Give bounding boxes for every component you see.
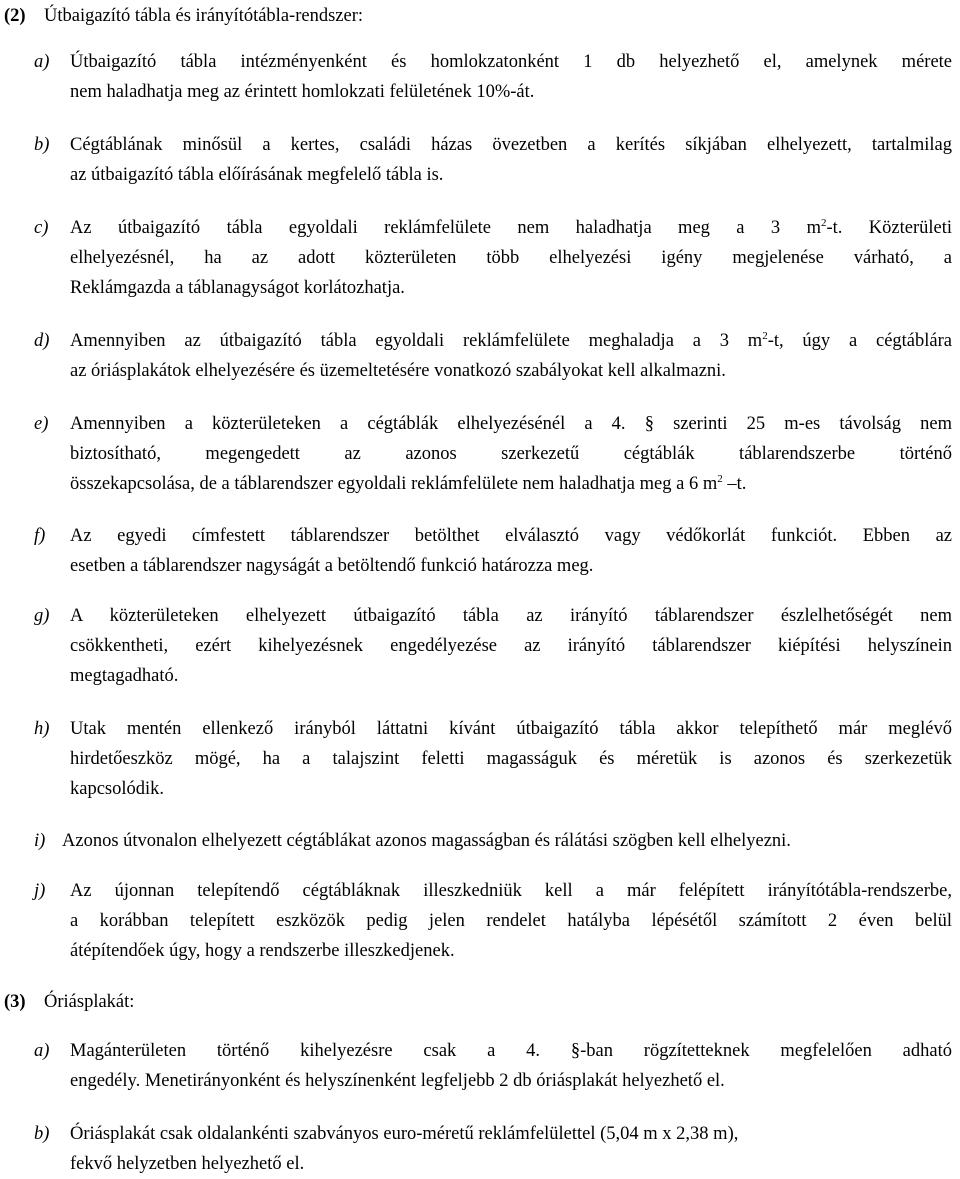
text-line: Utak mentén ellenkező irányból láttatni kívánt útbaigazító tábla akkor telepíthető már meglévő: [70, 719, 952, 739]
item-letter: j): [34, 881, 46, 901]
list-item-2g: [34, 601, 952, 691]
item-text: [70, 213, 952, 303]
text-line: átépítendőek úgy, hogy a rendszerbe illeszkedjenek.: [70, 941, 455, 961]
text-line: Reklámgazda a táblanagyságot korlátozhatja.: [70, 278, 405, 298]
item-letter: a): [34, 1041, 50, 1061]
text-line: csökkentheti, ezért kihelyezésnek engedélyezése az irányító táblarendszer kiépítési helyszínein: [70, 636, 952, 656]
text-fragment: -t. Közterületi: [826, 218, 953, 238]
text-line: Azonos útvonalon elhelyezett cégtáblákat azonos magasságban és rálátási szögben kell elhelyezni.: [62, 831, 791, 851]
item-text: [70, 876, 952, 966]
text-line: esetben a táblarendszer nagyságát a betöltendő funkció határozza meg.: [70, 556, 594, 576]
item-text: [70, 521, 952, 581]
section-number: (2): [4, 6, 26, 26]
section-number: (3): [4, 992, 26, 1012]
item-text: [70, 130, 952, 190]
text-line: nem haladhatja meg az érintett homlokzati felületének 10%-át.: [70, 82, 535, 102]
text-line: Óriásplakát csak oldalankénti szabványos euro-méretű reklámfelülettel (5,04 m x 2,38 m),: [70, 1124, 739, 1144]
text-fragment: -t, úgy a cégtáblára: [767, 331, 952, 351]
text-fragment: összekapcsolása, de a táblarendszer egyoldali reklámfelülete nem haladhatja meg a 6 m: [70, 474, 718, 494]
text-line: Cégtáblának minősül a kertes, családi házas övezetben a kerítés síkjában elhelyezett, tartalmilag: [70, 135, 952, 155]
list-item-3b: [34, 1119, 952, 1179]
item-letter: e): [34, 414, 49, 434]
item-letter: c): [34, 218, 49, 238]
text-line: engedély. Menetirányonként és helyszínenként legfeljebb 2 db óriásplakát helyezhető el.: [70, 1071, 725, 1091]
list-item-2c: [34, 213, 952, 303]
text-line: elhelyezésnél, ha az adott közterületen több elhelyezési igény megjelenése várható, a: [70, 248, 952, 268]
item-letter: a): [34, 52, 50, 72]
text-line: A közterületeken elhelyezett útbaigazító tábla az irányító táblarendszer észlelhetőségét nem: [70, 606, 952, 626]
item-letter: g): [34, 606, 50, 626]
item-text: [70, 1119, 952, 1179]
text-fragment: Az útbaigazító tábla egyoldali reklámfelülete nem haladhatja meg a 3 m: [70, 218, 821, 238]
list-item-2j: [34, 876, 952, 966]
list-item-2d: [34, 326, 952, 386]
item-letter: b): [34, 1124, 50, 1144]
item-letter: b): [34, 135, 50, 155]
text-line: a korábban telepített eszközök pedig jelen rendelet hatályba lépésétől számított 2 éven belül: [70, 911, 952, 931]
text-line: Magánterületen történő kihelyezésre csak a 4. §-ban rögzítetteknek megfelelően adható: [70, 1041, 952, 1061]
text-line: az útbaigazító tábla előírásának megfelelő tábla is.: [70, 165, 444, 185]
item-text: [62, 826, 952, 856]
superscript: 2: [717, 473, 723, 485]
superscript: 2: [762, 330, 768, 342]
text-line: [70, 213, 952, 243]
item-letter: i): [34, 831, 46, 851]
item-text: [70, 47, 952, 107]
superscript: 2: [820, 217, 827, 229]
item-text: [70, 1036, 952, 1096]
section-heading-2: [4, 1, 363, 31]
text-fragment: Amennyiben az útbaigazító tábla egyoldali reklámfelülete meghaladja a 3 m: [70, 331, 763, 351]
section-title: Útbaigazító tábla és irányítótábla-rendszer:: [44, 6, 363, 26]
text-line: kapcsolódik.: [70, 779, 165, 799]
text-line: hirdetőeszköz mögé, ha a talajszint feletti magasságuk és méretük is azonos és szerkezetük: [70, 749, 952, 769]
item-letter: f): [34, 526, 46, 546]
text-line: az óriásplakátok elhelyezésére és üzemeltetésére vonatkozó szabályokat kell alkalmazni.: [70, 361, 726, 381]
list-item-2f: [34, 521, 952, 581]
item-letter: d): [34, 331, 50, 351]
item-text: [70, 714, 952, 804]
section-heading-3: [4, 987, 134, 1017]
list-item-3a: [34, 1036, 952, 1096]
text-line: Amennyiben a közterületeken a cégtáblák elhelyezésénél a 4. § szerinti 25 m-es távolság nem: [70, 414, 952, 434]
text-line: megtagadható.: [70, 666, 179, 686]
list-item-2h: [34, 714, 952, 804]
text-line: Az egyedi címfestett táblarendszer betölthet elválasztó vagy védőkorlát funkciót. Ebben az: [70, 526, 952, 546]
text-line: fekvő helyzetben helyezhető el.: [70, 1154, 305, 1174]
text-line: Útbaigazító tábla intézményenként és homlokzatonként 1 db helyezhető el, amelynek mérete: [70, 52, 952, 72]
text-line: [70, 469, 952, 499]
section-title: Óriásplakát:: [44, 992, 135, 1012]
list-item-2i: [34, 826, 952, 856]
text-line: biztosítható, megengedett az azonos szerkezetű cégtáblák táblarendszerbe történő: [70, 444, 952, 464]
text-line: [70, 326, 952, 356]
list-item-2e: [34, 409, 952, 499]
item-text: [70, 409, 952, 499]
item-text: [70, 601, 952, 691]
item-text: [70, 326, 952, 386]
text-line: Az újonnan telepítendő cégtábláknak illeszkedniük kell a már felépített irányítótábla-rendszerbe,: [70, 881, 952, 901]
list-item-2b: [34, 130, 952, 190]
list-item-2a: [34, 47, 952, 107]
text-fragment: –t.: [722, 474, 747, 494]
item-letter: h): [34, 719, 50, 739]
